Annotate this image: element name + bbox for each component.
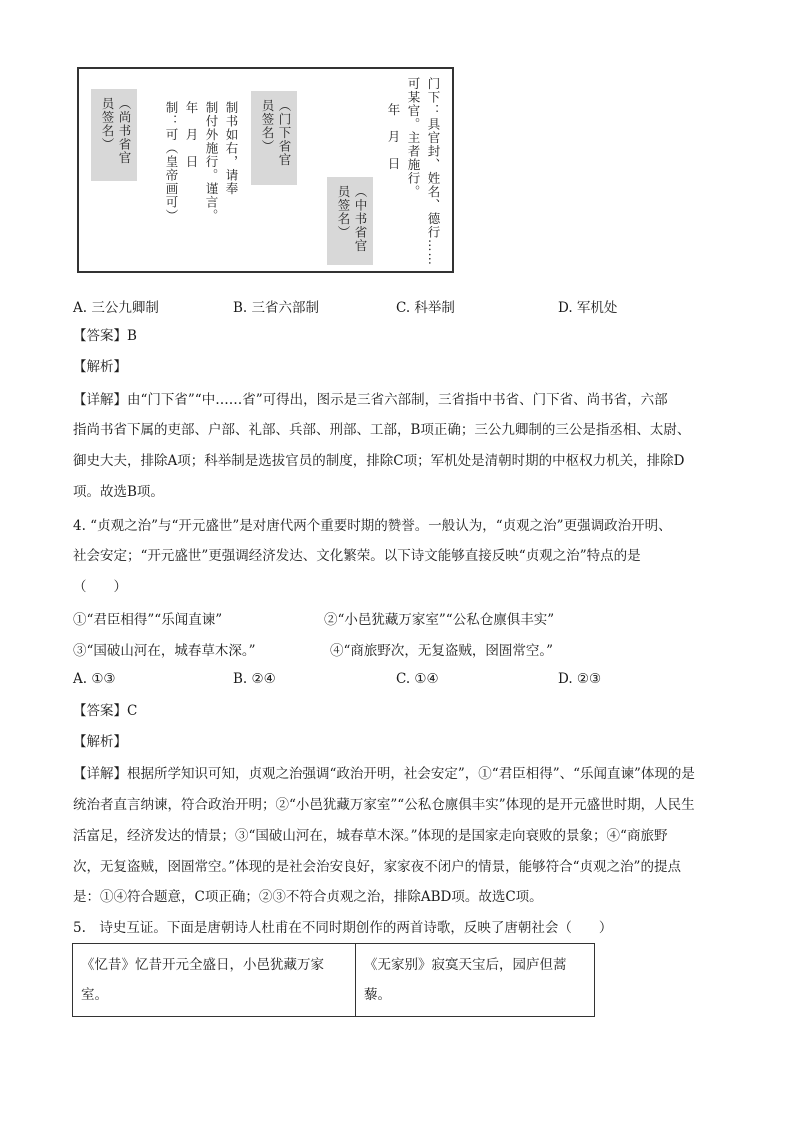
q4-detail-line-5: 是：①④符合题意，C项正确；②③不符合贞观之治，排除ABD项。故选C项。 xyxy=(73,889,543,905)
poem-cell-yixi-line-2: 室。 xyxy=(81,987,108,1003)
q3-option-b: B. 三省六部制 xyxy=(233,300,320,316)
q3-option-a: A. 三公九卿制 xyxy=(73,300,159,316)
menxia-signature-box: （门下省官员签名） xyxy=(251,91,297,185)
q4-option-a: A. ①③ xyxy=(73,671,116,687)
shangshu-signature-box: （尚书省官员签名） xyxy=(91,89,137,181)
poem-cell-wujiabie-line-1: 《无家别》寂寞天宝后，园庐但蒿 xyxy=(364,957,567,973)
edict-col-6: 年 月 日 xyxy=(184,101,199,169)
q4-item-3: ③“国破山河在，城春草木深。” xyxy=(73,643,256,659)
edict-col-7: 制：可（皇帝画可） xyxy=(164,101,179,223)
q4-option-d: D. ②③ xyxy=(558,671,602,687)
q4-option-c: C. ①④ xyxy=(396,671,439,687)
q4-detail-line-2: 统治者直言纳谏，符合政治开明；②“小邑犹藏万家室”“公私仓廪俱丰实”体现的是开元盛世时期，人民生 xyxy=(73,797,695,813)
q3-detail-line-4: 项。故选B项。 xyxy=(73,484,164,500)
q3-option-c: C. 科举制 xyxy=(396,300,455,316)
q4-detail-line-4: 次，无复盗贼，囹圄常空。”体现的是社会治安良好，家家夜不闭户的情景，能够符合“贞观之治”的提点 xyxy=(73,859,681,875)
poem-cell-yixi-line-1: 《忆昔》忆昔开元全盛日，小邑犹藏万家 xyxy=(81,957,324,973)
edict-col-3: 年 月 日 xyxy=(386,103,401,171)
q4-detail-line-3: 活富足，经济发达的情景；③“国破山河在，城春草木深。”体现的是国家走向衰败的景象；④“商旅野 xyxy=(73,828,668,844)
edict-col-2: 可某官。主者施行。 xyxy=(406,77,421,199)
edict-col-1: 门下：具官封、姓名、德行…… xyxy=(426,77,441,266)
edict-col-4: 制书如右，请奉 xyxy=(224,101,239,196)
poem-table xyxy=(72,943,595,1017)
poem-cell-wujiabie xyxy=(356,944,595,1017)
q3-detail-line-3: 御史大夫，排除A项；科举制是选拔官员的制度，排除C项；军机处是清朝时期的中枢权力机关，排除D xyxy=(73,453,685,469)
edict-figure xyxy=(77,67,454,273)
poem-cell-yixi xyxy=(73,944,356,1017)
q5-stem: 5. 诗史互证。下面是唐朝诗人杜甫在不同时期创作的两首诗歌，反映了唐朝社会（ ） xyxy=(73,920,613,936)
q4-stem-line-2: 社会安定；“开元盛世”更强调经济发达、文化繁荣。以下诗文能够直接反映“贞观之治”特点的是 xyxy=(73,548,641,564)
q3-analysis-label: 【解析】 xyxy=(73,359,127,375)
poem-cell-wujiabie-line-2: 藜。 xyxy=(364,987,391,1003)
table-row xyxy=(73,944,595,1017)
q4-option-b: B. ②④ xyxy=(233,671,276,687)
q4-analysis-label: 【解析】 xyxy=(73,734,127,750)
q3-detail-line-2: 指尚书省下属的吏部、户部、礼部、兵部、刑部、工部，B项正确；三公九卿制的三公是指丞相、太尉、 xyxy=(73,422,691,438)
q4-item-4: ④“商旅野次，无复盗贼，囹圄常空。” xyxy=(330,643,554,659)
q4-stem-line-1: 4. “贞观之治”与“开元盛世”是对唐代两个重要时期的赞誉。一般认为，“贞观之治”更强调政治开明、 xyxy=(73,518,672,534)
q4-stem-line-3: （ ） xyxy=(73,579,127,595)
q3-option-d: D. 军机处 xyxy=(558,300,618,316)
edict-col-5: 制付外施行。谨言。 xyxy=(204,101,219,223)
q4-item-2: ②“小邑犹藏万家室”“公私仓廪俱丰实” xyxy=(324,612,555,628)
q4-detail-line-1: 【详解】根据所学知识可知，贞观之治强调“政治开明，社会安定”，①“君臣相得”、“乐闻直谏”体现的是 xyxy=(73,766,695,782)
zhongshu-signature-box: （中书省官员签名） xyxy=(327,177,373,265)
q3-answer: 【答案】B xyxy=(73,328,137,344)
q4-answer: 【答案】C xyxy=(73,703,138,719)
q4-item-1: ①“君臣相得”“乐闻直谏” xyxy=(73,612,223,628)
q3-detail-line-1: 【详解】由“门下省”“中……省”可得出，图示是三省六部制，三省指中书省、门下省、尚书省，六部 xyxy=(73,392,668,408)
